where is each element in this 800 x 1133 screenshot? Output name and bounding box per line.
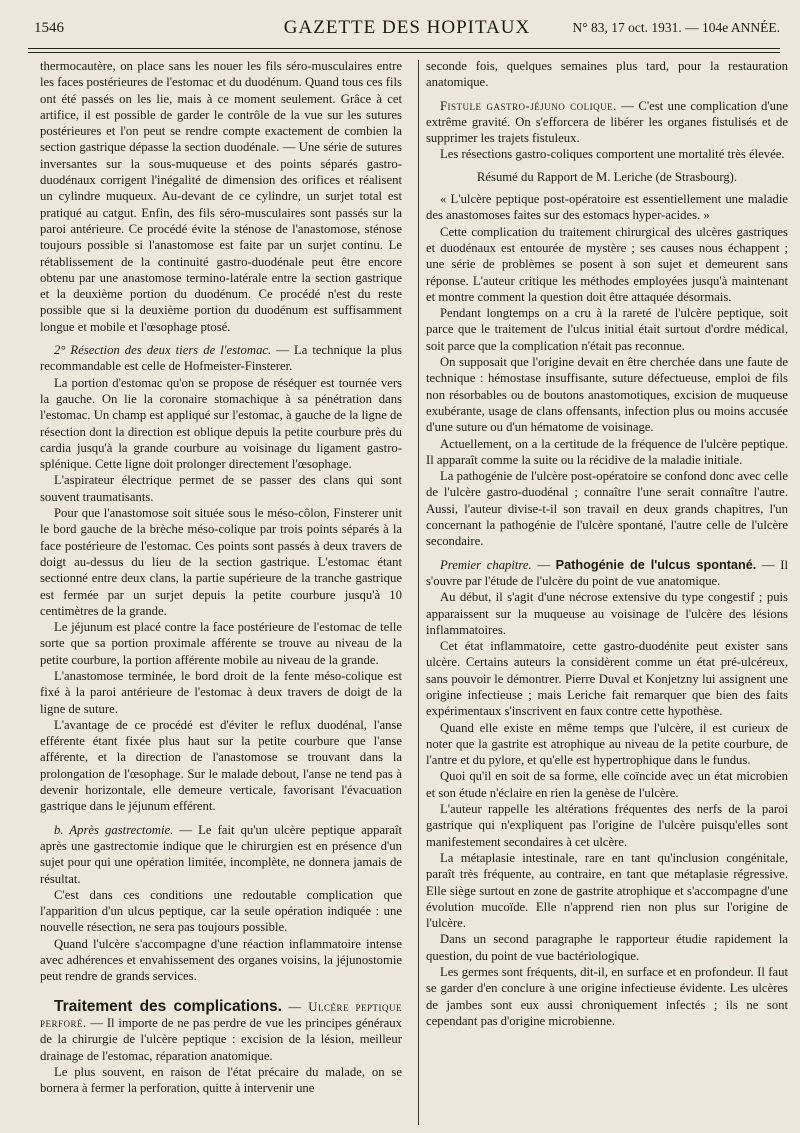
paragraph: On supposait que l'origine devait en être cherchée dans une faute de technique : hémostase insuffisante, suture défectueuse, emploi de fils non résorbables ou de boutons anastomotiques, excision de muqueuse exubérante, usage de clans offensants, infection plus ou moins accusée d'une suture ou d'un hématome de voisinage. (426, 355, 788, 435)
paragraph: Premier chapitre. — Pathogénie de l'ulcus spontané. — Il s'ouvre par l'étude de l'ulcère du point de vue anatomique. (426, 557, 788, 588)
quote-paragraph: « L'ulcère peptique post-opératoire est essentiellement une maladie des anastomoses faites sur des estomacs hyper-acides. » (426, 192, 788, 223)
header-rule-thick (28, 48, 780, 49)
issue-info: N° 83, 17 oct. 1931. — 104e ANNÉE. (572, 20, 780, 35)
paragraph: Au début, il s'agit d'une nécrose extensive du type congestif ; puis apparaissent sur la muqueuse au voisinage de l'ulcère des lésions inflammatoires. (426, 590, 788, 637)
journal-title: GAZETTE DES HOPITAUX (283, 17, 531, 38)
paragraph: La pathogénie de l'ulcère post-opératoire se confond donc avec celle de l'ulcère gastro-duodénal ; connaître l'une serait connaître l'autre. Aussi, l'auteur divise-t-il son travail en deux grands chapitres, l'un concernant la pathogénie de l'ulcère spontané, l'autre celle de l'ulcère secondaire. (426, 469, 788, 549)
report-title: Résumé du Rapport de M. Leriche (de Strasbourg). (476, 169, 738, 184)
paragraph: Quand l'ulcère s'accompagne d'une réaction inflammatoire intense avec adhérences et envahissement des organes voisins, la jéjunostomie peut rendre de grands services. (40, 936, 402, 984)
subsection-label: Fistule gastro-jéjuno colique. (440, 98, 617, 113)
paragraph: La métaplasie intestinale, rare en tant qu'inclusion congénitale, paraît très fréquente, au contraire, en tant que métaplasie régressive. Elle siège surtout en zone de gastrite atrophique et s'accompagne d'une évolution mucoïde. Elle n'apprend rien non plus sur l'origine de l'ulcère. (426, 850, 788, 931)
left-column (40, 58, 402, 1128)
paragraph: Actuellement, on a la certitude de la fréquence de l'ulcère peptique. Il apparaît comme la suite ou la récidive de la maladie initiale. (426, 436, 788, 467)
paragraph-text: — La technique la plus recommandable est celle de Hofmeister-Finsterer. (40, 343, 402, 374)
paragraph-text: — Il importe de ne pas perdre de vue les principes généraux de la chirurgie de l'ulcère peptique : excision de la lésion, meilleur drainage de l'estomac, réparation anatomique. (40, 1015, 402, 1063)
right-column (426, 58, 788, 1128)
paragraph: La portion d'estomac qu'on se propose de réséquer est tournée vers la gauche. On lie la coronaire stomachique à sa pénétration dans l'estomac. Un champ est appliqué sur l'estomac, à gauche de la ligne de résection dont la direction est oblique depuis la petite courbure près du cardia jusqu'à la grande courbure au voisinage du ligament gastro-splénique. Cette ligne doit prolonger directement l'œsophage. (40, 375, 402, 472)
paragraph: Quoi qu'il en soit de sa forme, elle coïncide avec un état microbien et son étude n'éclaire en rien la genèse de l'ulcère. (426, 769, 788, 800)
paragraph: Cet état inflammatoire, cette gastro-duodénite peut exister sans ulcère. Certains auteurs la considèrent comme un état pré-ulcéreux, sans pouvoir le démontrer. Pierre Duval et Konjetzny lui assignent une origine infectieuse ; mais Leriche fait remarquer que bien des faits expérimentaux s'inscrivent en faux contre cette hypothèse. (426, 639, 788, 719)
paragraph-text: — Le fait qu'un ulcère peptique apparaît après une gastrectomie indique que le chirurgien est en présence d'un sujet pour qui une opération limitée, incomplète, ne donnera jamais de résultat. (40, 822, 402, 886)
header-rule-thin (28, 52, 780, 53)
paragraph: Pendant longtemps on a cru à la rareté de l'ulcère peptique, soit parce que le traitement de l'ulcus initial était surtout d'ordre médical, soit parce que la complication n'était pas reconnue. (426, 306, 788, 353)
paragraph: Le plus souvent, en raison de l'état précaire du malade, on se bornera à fermer la perforation, quitte à intervenir une (40, 1064, 402, 1096)
paragraph: Les résections gastro-coliques comportent une mortalité très élevée. (440, 147, 785, 162)
paragraph: Dans un second paragraphe le rapporteur étudie rapidement la question, du point de vue bactériologique. (426, 932, 788, 963)
paragraph-text: — C'est une complication d'une extrême gravité. On s'efforcera de libérer les organes fistulisés et de supprimer les trajets fistuleux. (426, 98, 788, 146)
subsection-label: — Ulcère peptique perforé. (40, 999, 402, 1030)
section-heading: Traitement des complications. (54, 997, 282, 1015)
paragraph: Les germes sont fréquents, dit-il, en surface et en profondeur. Il faut se garder d'en conclure à une origine infectieuse évidente. Les ulcères de jambes sont eux aussi chroniquement infectés ; ils ne sont cependant pas d'origine microbienne. (426, 965, 788, 1028)
paragraph: Pour que l'anastomose soit située sous le méso-côlon, Finsterer unit le bord gauche de la brèche méso-colique par trois points séparés à la face postérieure de l'estomac. Ces points sont passés à deux travers de doigt au-dessus du lieu de la section gastrique. L'estomac étant sectionné entre deux clans, la partie supérieure de la tranche gastrique est fermée par un surjet depuis la petite courbure jusqu'à 10 centimètres de la grande. (40, 506, 402, 618)
paragraph: Le jéjunum est placé contre la face postérieure de l'estomac de telle sorte que sa portion proximale afférente se trouve au niveau de la petite courbure, la portion afférente mobile au niveau de la grande. (40, 620, 402, 667)
section-label: b. Après gastrectomie. (54, 822, 174, 837)
paragraph: L'avantage de ce procédé est d'éviter le reflux duodénal, l'anse efférente étant fixée plus haut sur la petite courbure que l'anse afférente, et la direction de l'anastomose se trouvant dans la prolongation de l'œsophage. Sur le malade debout, l'anse ne tend pas à devenir horizontale, elle demeure verticale, favorisant l'évacuation gastrique dans le jéjunum efférent. (40, 717, 402, 814)
paragraph (40, 342, 402, 375)
column-divider (418, 60, 419, 1125)
chapter-heading: Pathogénie de l'ulcus spontané. (555, 557, 757, 572)
section-label: 2° Résection des deux tiers de l'estomac. (54, 343, 272, 358)
paragraph: seconde fois, quelques semaines plus tard, pour la restauration anatomique. (426, 59, 788, 90)
paragraph: L'aspirateur électrique permet de se passer des clans qui sont souvent traumatisants. (40, 473, 402, 504)
paragraph: Quand elle existe en même temps que l'ulcère, il est curieux de noter que la gastrite est atrophique au niveau de la petite courbure, de l'antre et du pylore, et qu'elle est hypertrophique dans le fundus. (426, 720, 788, 768)
chapter-label: Premier chapitre. (440, 557, 532, 572)
page-header (34, 14, 780, 44)
paragraph: C'est dans ces conditions une redoutable complication que l'apparition d'un ulcus peptique, car la seule opération indiquée : une nouvelle résection, ne sera pas toujours possible. (40, 887, 402, 935)
paragraph: thermocautère, on place sans les nouer les fils séro-musculaires entre les faces postérieures de l'estomac et du duodénum. Quand tous ces fils ont été passés on les lie, mais à ce moment seulement. Grâce à cet artifice, il est possible de garder le contrôle de la vue sur les sutures postérieures et l'on peut se rendre compte exactement de combien la section gastrique dépasse la section duodénale. — Une série de sutures inversantes sur la sous-muqueuse et des points séparés gastro-duodénaux corrigent l'inégalité de dimension des orifices et réalisent un cylindre muqueux. Au-devant de ce cylindre, un surjet total est pratiqué au catgut. Enfin, des fils séro-musculaires sont passés sur la paroi antérieure. Ce procédé évite la sténose de l'anastomose, sténose toujours possible si l'anastomose est faite par un surjet continu. Le rétablissement de la continuité gastro-duodénale peut être encore obtenu par une anastomose termino-latérale entre la section gastrique et la deuxième portion du duodénum. Ce procédé n'est du reste possible que si la deuxième portion du duodénum est suffisamment longue et mobile et l'œsophage ptosé. (40, 59, 402, 334)
page-number: 1546 (34, 20, 64, 36)
paragraph (426, 98, 788, 147)
paragraph: L'auteur rappelle les altérations fréquentes des nerfs de la paroi gastrique qui n'expliquent pas l'origine de l'ulcère puisqu'elles sont manifestement secondaires à cet ulcère. (426, 802, 788, 849)
paragraph: Cette complication du traitement chirurgical des ulcères gastriques et duodénaux est entourée de mystère ; ses causes nous échappent ; une série de problèmes se posent à son sujet et demeurent sans réponse. L'auteur critique les méthodes employées jusqu'à maintenant et montre comment la question doit être attaquée désormais. (426, 224, 788, 304)
paragraph (40, 822, 402, 887)
paragraph: L'anastomose terminée, le bord droit de la fente méso-colique est fixé à la paroi antérieure de l'estomac à deux travers de doigt de la ligne de suture. (40, 668, 402, 716)
paragraph (40, 999, 402, 1064)
paragraph-text: — Il s'ouvre par l'étude de l'ulcère du point de vue anatomique. (426, 557, 788, 588)
